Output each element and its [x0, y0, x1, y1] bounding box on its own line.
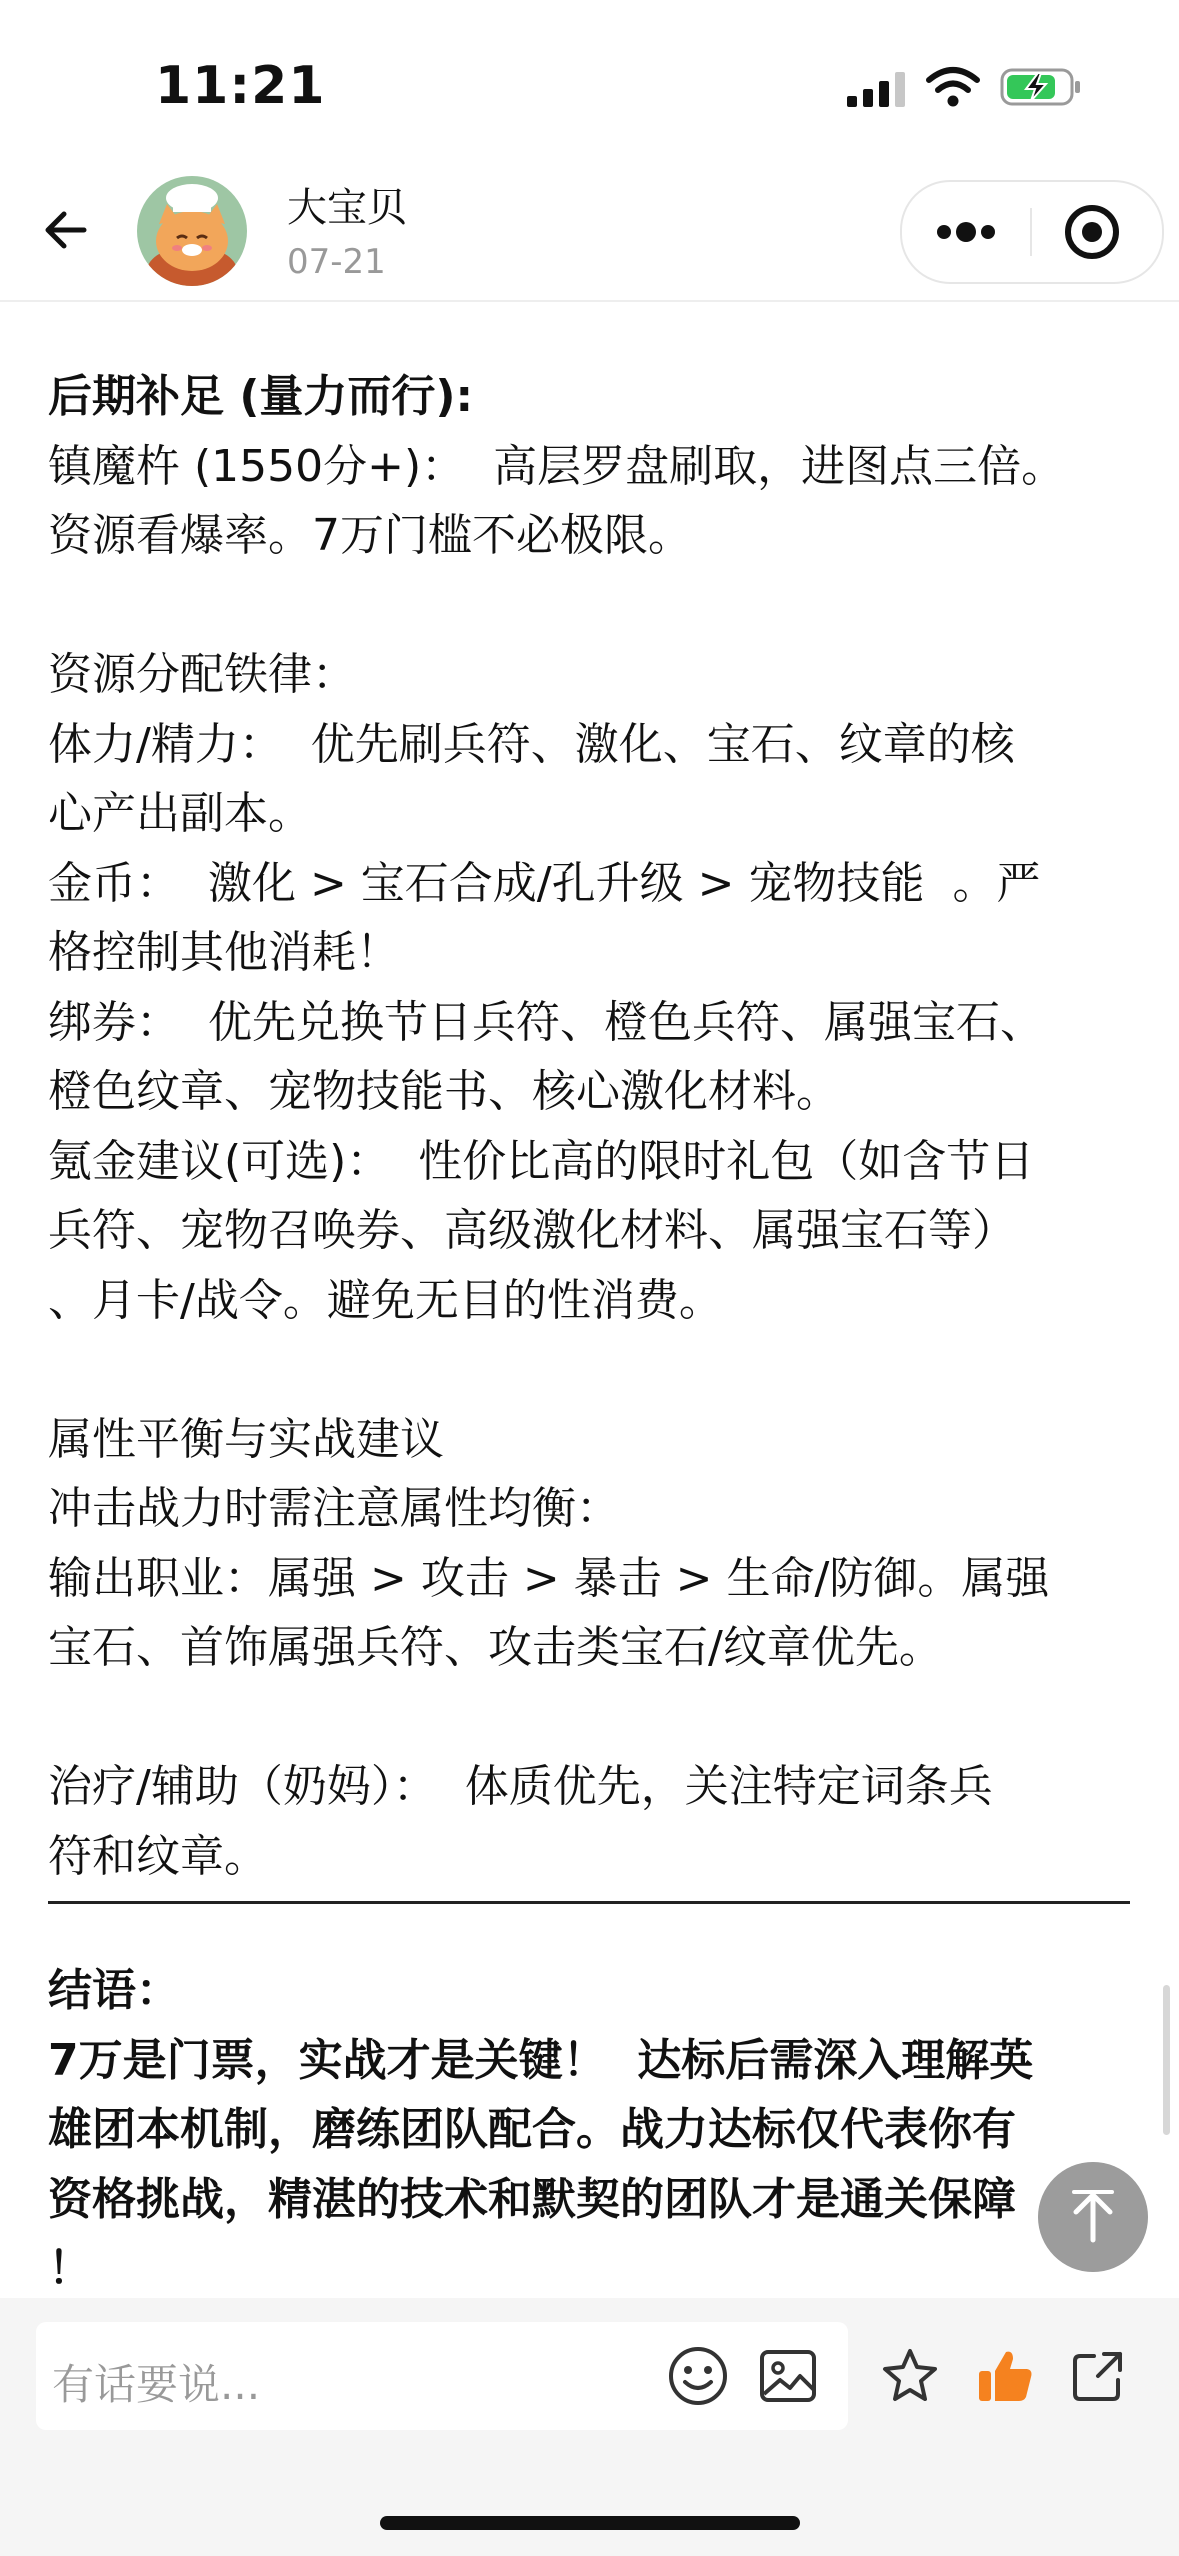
blank-line — [48, 571, 1138, 641]
scrollbar[interactable] — [1163, 1985, 1170, 2135]
conclusion-heading: 结语： — [48, 1965, 180, 2016]
post-date: 07-21 — [287, 242, 386, 282]
status-time: 11:21 — [155, 56, 326, 116]
status-bar — [0, 0, 1179, 170]
text-line: 金币： 激化 > 宝石合成/孔升级 > 宠物技能 。严 — [48, 857, 1041, 909]
text-line: 、月卡/战令。避免无目的性消费。 — [48, 1274, 723, 1326]
text-line: 心产出副本。 — [48, 788, 312, 839]
text-line: 资源分配铁律： — [48, 649, 356, 700]
text-line: 兵符、宠物召唤券、高级激化材料、属强宝石等） — [48, 1205, 1016, 1256]
share-icon[interactable] — [1068, 2346, 1128, 2406]
home-indicator[interactable] — [380, 2516, 800, 2530]
back-arrow-icon[interactable] — [40, 202, 96, 258]
text-line: 宝石、首饰属强兵符、攻击类宝石/纹章优先。 — [48, 1622, 943, 1673]
horizontal-rule — [48, 1901, 1130, 1904]
favorite-star-icon[interactable] — [880, 2346, 940, 2406]
conclusion-line: 雄团本机制，磨练团队配合。战力达标仅代表你有 — [48, 2104, 1016, 2155]
text-line: 治疗/辅助（奶妈）： 体质优先，关注特定词条兵 — [48, 1761, 993, 1812]
conclusion-line: 资格挑战，精湛的技术和默契的团队才是通关保障 — [48, 2173, 1016, 2225]
like-thumb-icon[interactable] — [975, 2346, 1035, 2406]
text-line: 属性平衡与实战建议 — [48, 1413, 444, 1465]
article-body — [48, 362, 1138, 2304]
text-line: 绑券： 优先兑换节日兵符、橙色兵符、属强宝石、 — [48, 996, 1044, 1048]
more-options-button[interactable] — [902, 182, 1030, 282]
blank-line — [48, 1683, 1138, 1753]
close-target-icon[interactable] — [1032, 182, 1160, 282]
section-heading: 后期补足 (量力而行): — [48, 371, 474, 422]
comment-input[interactable] — [36, 2322, 848, 2430]
emoji-icon[interactable] — [666, 2344, 730, 2408]
text-line: 符和纹章。 — [48, 1830, 268, 1882]
conclusion-line: ！ — [48, 2243, 92, 2294]
scroll-to-top-button[interactable] — [1038, 2162, 1148, 2272]
avatar-cat-chef-image — [137, 176, 247, 286]
cellular-signal-icon — [845, 70, 907, 108]
avatar[interactable] — [137, 176, 247, 286]
author-name[interactable]: 大宝贝 — [287, 185, 407, 231]
bottom-action-bar — [0, 2298, 1179, 2556]
text-line: 资源看爆率。7万门槛不必极限。 — [48, 510, 692, 561]
text-line: 格控制其他消耗！ — [48, 927, 400, 978]
comment-placeholder: 有话要说... — [52, 2360, 261, 2409]
text-line: 橙色纹章、宠物技能书、核心激化材料。 — [48, 1066, 840, 1117]
text-line: 镇魔杵 (1550分+)： 高层罗盘刷取，进图点三倍。 — [48, 440, 1066, 492]
mini-program-capsule — [900, 180, 1164, 284]
text-line: 冲击战力时需注意属性均衡： — [48, 1483, 620, 1534]
blank-line — [48, 1335, 1138, 1405]
wifi-icon — [925, 66, 981, 108]
text-line: 氪金建议(可选)： 性价比高的限时礼包（如含节日 — [48, 1135, 1035, 1187]
image-icon[interactable] — [756, 2344, 820, 2408]
conclusion-line: 7万是门票，实战才是关键！ 达标后需深入理解英 — [48, 2034, 1034, 2086]
post-header — [0, 170, 1179, 302]
battery-charging-icon — [1000, 66, 1082, 108]
text-line: 输出职业：属强 > 攻击 > 暴击 > 生命/防御。属强 — [48, 1552, 1050, 1604]
text-line: 体力/精力： 优先刷兵符、激化、宝石、纹章的核 — [48, 718, 1015, 770]
